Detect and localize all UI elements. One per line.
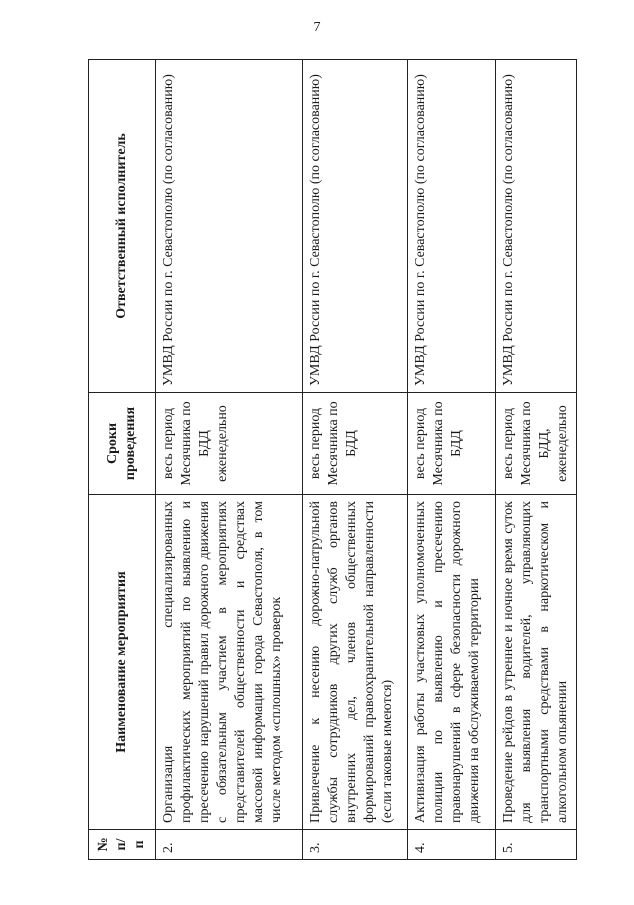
table-header-row — [89, 60, 156, 860]
page-number: 7 — [313, 20, 321, 35]
row-term: весь период Месячника по БДД еженедельно — [156, 393, 303, 495]
row-term: весь период Месячника по БДД — [408, 393, 496, 495]
row-name: Проведение рейдов в утреннее и ночное время суток для выявления водителей, управляющих транспортными средствами в наркотическом и алкогольном опьянении — [496, 495, 577, 830]
row-executor: УМВД России по г. Севастополю (по согласованию) — [303, 60, 408, 393]
row-num: 2. — [156, 830, 303, 860]
row-name: Организация специализированных профилактических мероприятий по выявлению и пресечению нарушений правил дорожного движения с обязательным участием в мероприятиях представителей общественности и средствах массовой информации города Севастополя, в том числе методом «сплошных» проверок — [156, 495, 303, 830]
row-num: 3. — [303, 830, 408, 860]
table-row — [496, 60, 577, 860]
table-row — [303, 60, 408, 860]
row-num: 4. — [408, 830, 496, 860]
header-num: № п/п — [89, 830, 156, 860]
header-term: Сроки проведения — [89, 393, 156, 495]
row-term: весь период Месячника по БДД — [303, 393, 408, 495]
row-name: Активизация работы участковых уполномоченных полиции по выявлению и пресечению правонарушений в сфере безопасности дорожного движения на обслуживаемой территории — [408, 495, 496, 830]
header-name: Наименование мероприятия — [89, 495, 156, 830]
row-name: Привлечение к несению дорожно-патрульной службы сотрудников других служб органов внутренних дел, членов общественных формирований правоохранительной направленности (если таковые имеются) — [303, 495, 408, 830]
events-table — [88, 59, 577, 860]
row-num: 5. — [496, 830, 577, 860]
row-executor: УМВД России по г. Севастополю (по согласованию) — [408, 60, 496, 393]
header-executor: Ответственный исполнитель — [89, 60, 156, 393]
row-term: весь период Месячника по БДД, еженедельно — [496, 393, 577, 495]
row-executor: УМВД России по г. Севастополю (по согласованию) — [496, 60, 577, 393]
table-row — [408, 60, 496, 860]
table-row — [156, 60, 303, 860]
row-executor: УМВД России по г. Севастополю (по согласованию) — [156, 60, 303, 393]
rotated-table-container — [88, 60, 570, 860]
